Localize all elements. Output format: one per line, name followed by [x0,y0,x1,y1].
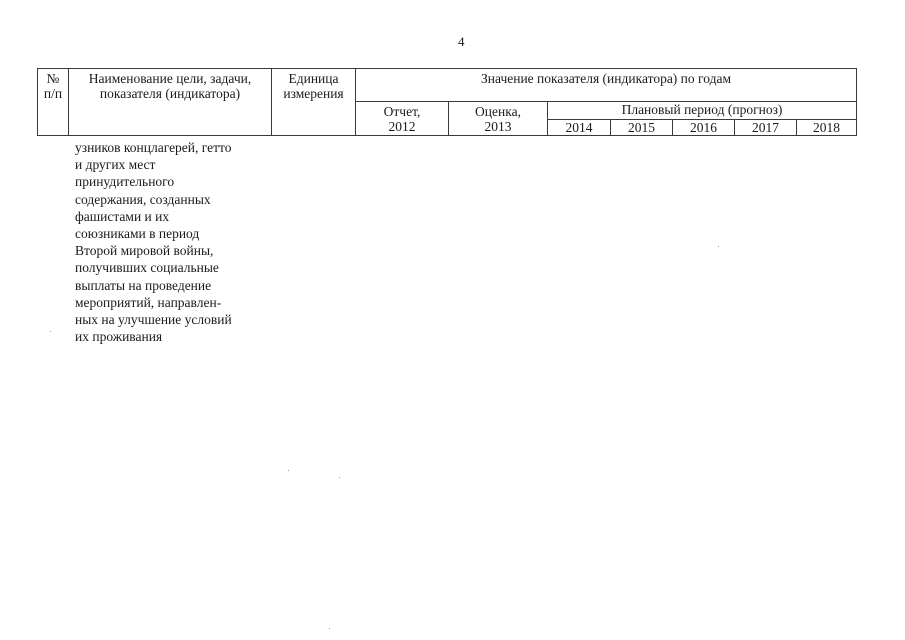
scan-speck [288,470,289,471]
indicator-name-continuation: узников концлагерей, гетто и других мест принудительного содержания, созданных фашистами и их союзниками в период Второй мировой войны, получивших социальные выплаты на проведение мероприятий, направлен- ных на улучшение условий их проживания [75,140,232,345]
column-estimate-header [449,102,548,136]
column-name-label-line2: показателя (индикатора) [99,86,241,101]
column-number-label-line1: № [46,71,60,86]
column-year-header: 2014 [548,120,611,136]
column-unit-label-line1: Единица [288,71,339,86]
scan-speck [329,628,330,629]
column-year-header: 2015 [611,120,673,136]
column-values-header: Значение показателя (индикатора) по годам [356,69,857,102]
column-report-label-line2: 2012 [388,119,416,134]
indicator-table-header [37,68,857,136]
scan-speck [50,331,51,332]
scan-speck [718,246,719,247]
column-estimate-label-line1: Оценка, [475,104,521,119]
column-number-header [38,69,69,136]
column-year-header: 2018 [797,120,857,136]
column-plan-header: Плановый период (прогноз) [548,102,857,120]
column-year-header: 2017 [735,120,797,136]
column-name-header [69,69,272,136]
page-number: 4 [458,34,465,49]
column-name-label-line1: Наименование цели, задачи, [88,71,252,86]
column-estimate-label-line2: 2013 [484,119,512,134]
column-unit-header [272,69,356,136]
column-unit-label-line2: измерения [283,86,344,101]
column-year-header: 2016 [673,120,735,136]
column-number-label-line2: п/п [43,86,63,101]
column-report-header [356,102,449,136]
column-report-label-line1: Отчет, [383,104,421,119]
scan-speck [339,477,340,478]
